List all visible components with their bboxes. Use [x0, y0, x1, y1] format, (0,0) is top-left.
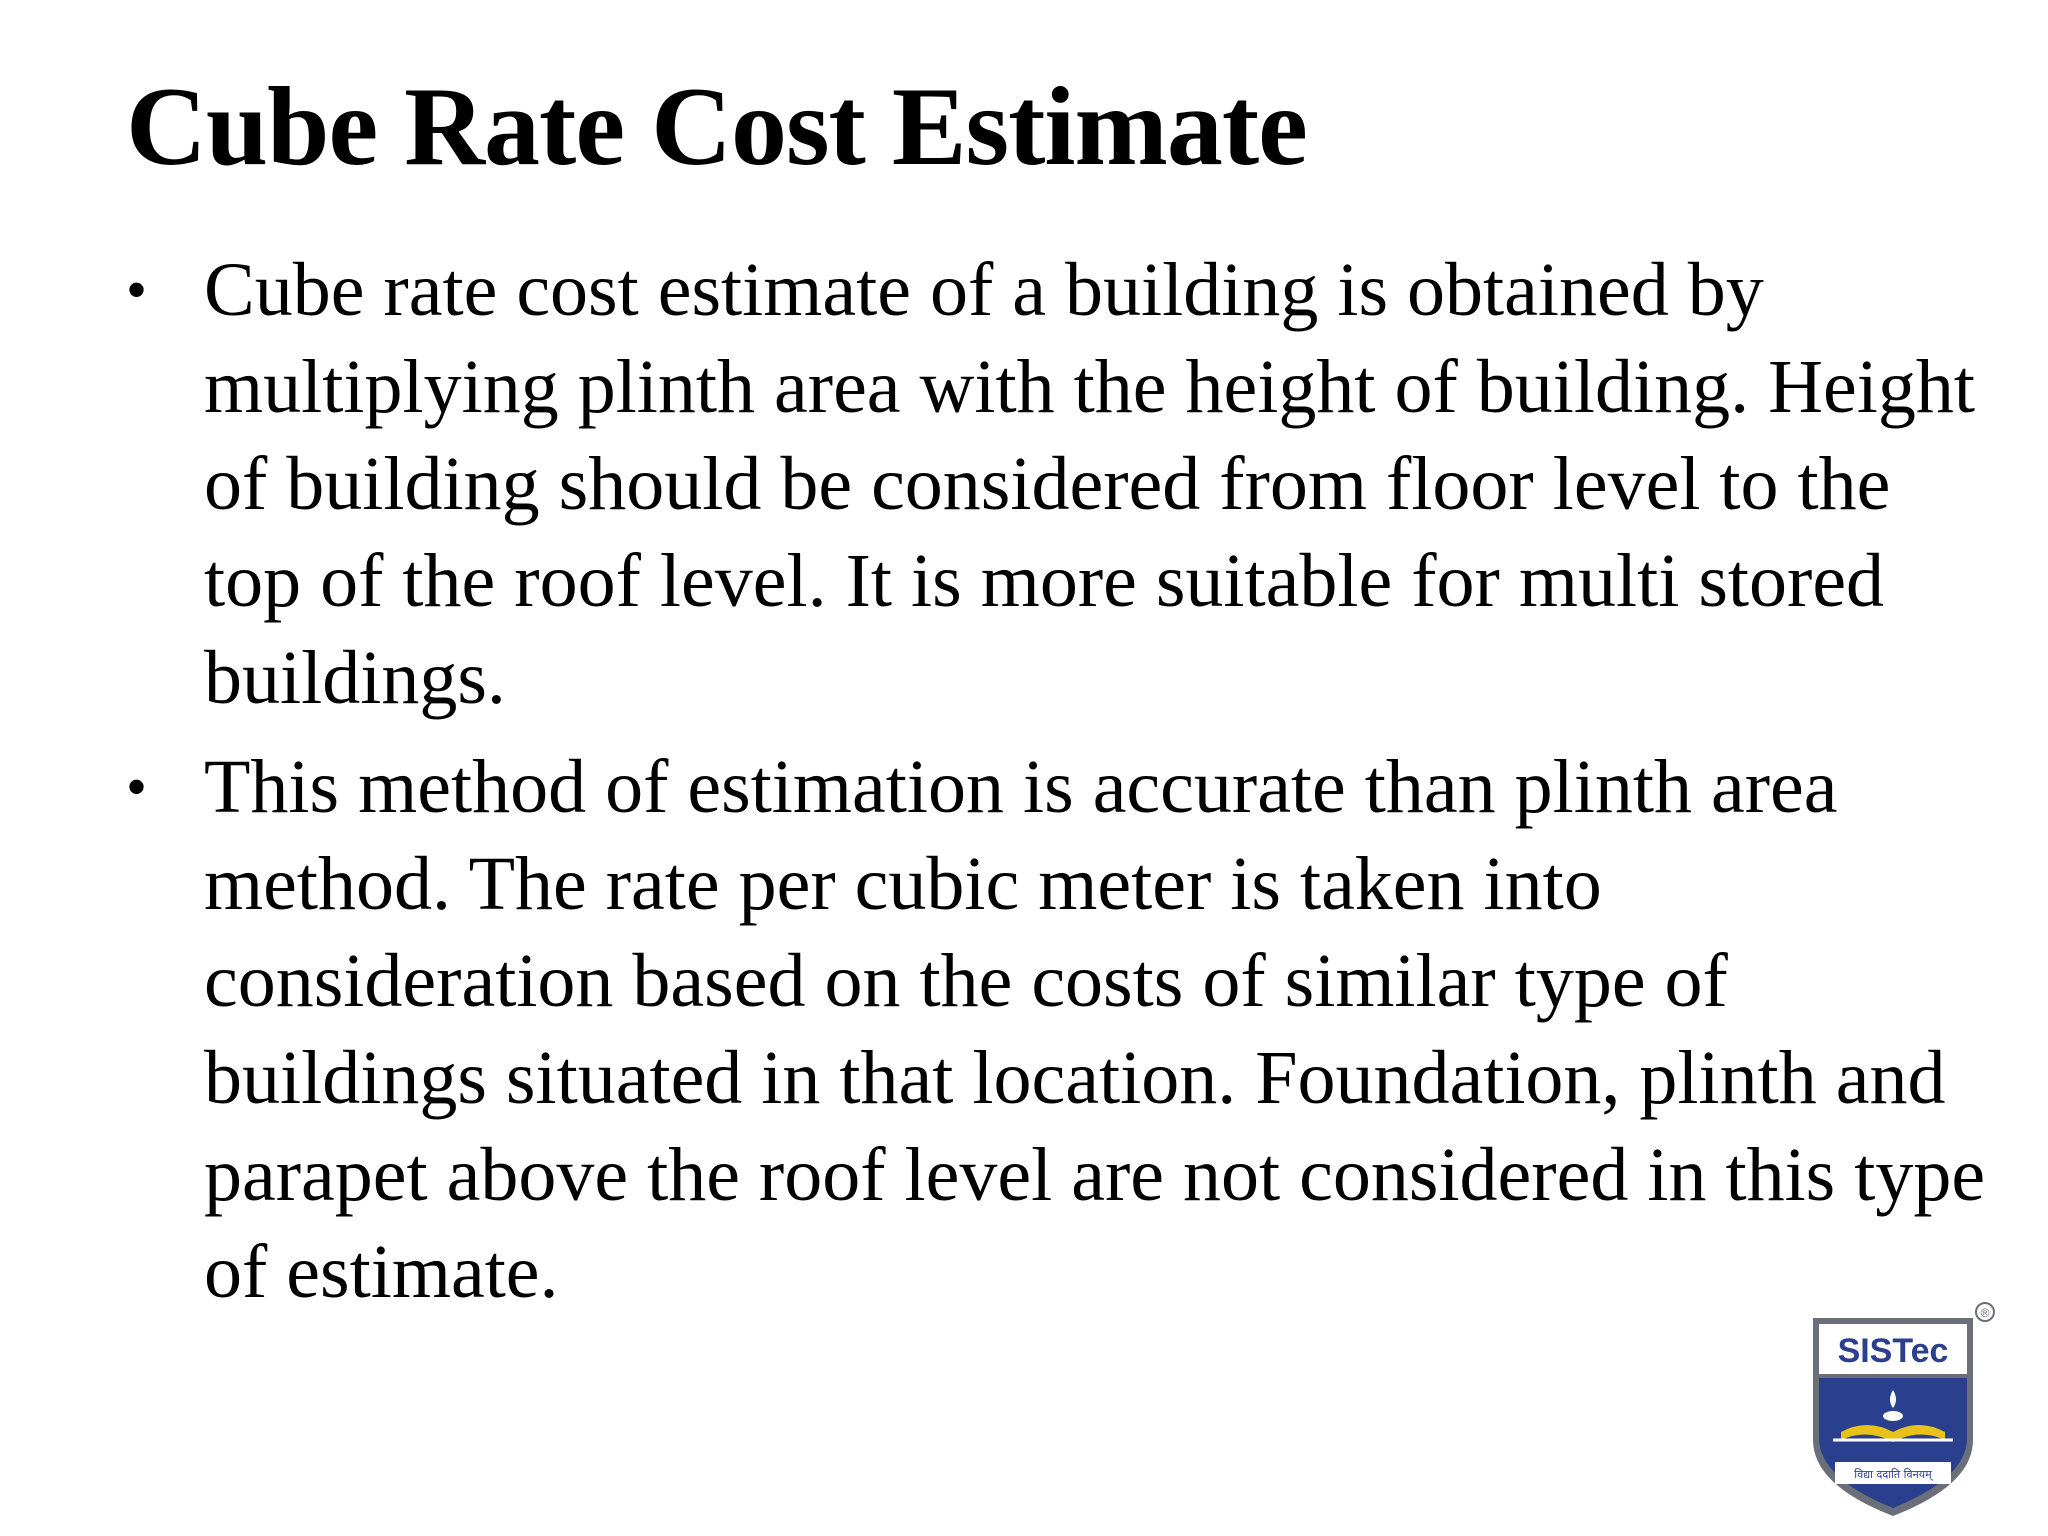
sistec-logo	[1805, 1290, 1995, 1520]
slide-title: Cube Rate Cost Estimate	[126, 65, 1307, 189]
lamp-icon	[1883, 1411, 1903, 1421]
logo-motto: विद्या ददाति विनयम्	[1854, 1468, 1932, 1481]
bullet-marker: •	[126, 257, 148, 323]
bullet-marker: •	[126, 754, 148, 820]
bullet-item-accuracy	[126, 739, 1996, 1321]
registered-mark: ®	[1980, 1306, 1990, 1320]
logo-name: SISTec	[1837, 1332, 1949, 1370]
bullet-item-cube-rate	[126, 242, 1996, 727]
bullet-text: This method of estimation is accurate than plinth area method. The rate per cubic meter is taken into consideration based on the costs of similar type of buildings situated in that location. Foundation, plinth and parapet above the roof level are not considered in this type of estimate.	[204, 745, 1986, 1314]
bullet-list	[126, 242, 1996, 1321]
bullet-text: Cube rate cost estimate of a building is obtained by multiplying plinth area with the height of building. Height of building should be considered from floor level to the top of the roof level. It is more suitable for multi stored buildings.	[204, 248, 1975, 720]
